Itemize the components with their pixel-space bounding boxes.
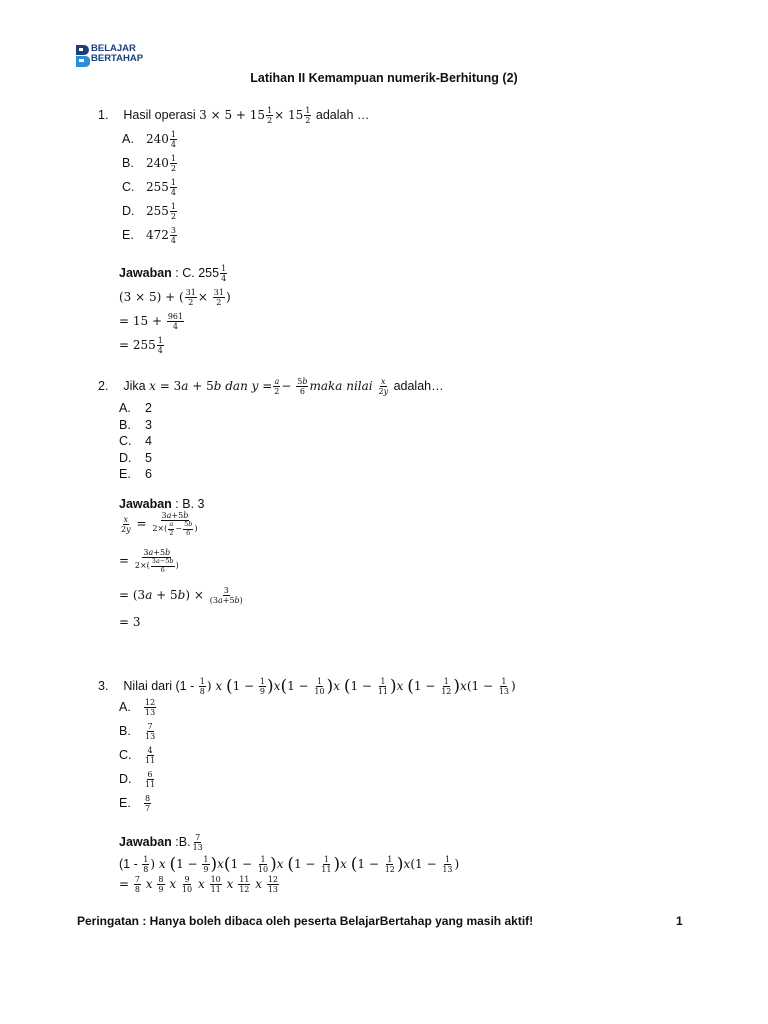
- option-d: D. $\frac{6}{11}$: [119, 770, 156, 789]
- question-2: [98, 377, 444, 396]
- q1-options: [122, 130, 178, 250]
- belajar-bertahap-logo-icon: [74, 44, 90, 68]
- question-text: Nilai dari (1 -: [123, 679, 195, 693]
- page-number: 1: [676, 914, 683, 928]
- question-3: [98, 677, 516, 696]
- q1-answer: [119, 264, 231, 360]
- footer-warning: Peringatan : Hanya boleh dibaca oleh peserta BelajarBertahap yang masih aktif!: [77, 914, 534, 928]
- question-number: 2.: [98, 379, 109, 393]
- logo-wordmark: [91, 44, 143, 64]
- question-text: Hasil operasi: [123, 108, 196, 122]
- solution-step-1: (3 × 5) + ( $\frac{31}{2}$ × $\frac{31}{2}$ ): [119, 288, 231, 307]
- solution-step-3: = (3a + 5b) × $\frac{3}{(3a+5b)}$: [119, 586, 243, 605]
- option-c: C. 255 $\frac{1}{4}$: [122, 178, 176, 197]
- option-b: B. 3: [119, 417, 152, 432]
- q2-options: [119, 400, 152, 483]
- option-d: D. 5: [119, 450, 152, 465]
- option-a: A. 240 $\frac{1}{4}$: [122, 130, 176, 149]
- option-a: A. 2: [119, 401, 152, 415]
- option-e: E. 472 $\frac{3}{4}$: [122, 226, 176, 245]
- option-c: C. $\frac{4}{11}$: [119, 746, 156, 765]
- q2-answer: [119, 497, 245, 629]
- answer-line: Jawaban : B. 3: [119, 497, 205, 511]
- logo-line-1: BELAJAR: [91, 43, 136, 54]
- answer-line: Jawaban : C. 255 $\frac{1}{4}$: [119, 264, 227, 283]
- question-suffix: adalah …: [315, 108, 370, 122]
- question-text: Jika: [123, 379, 146, 393]
- option-b: B. $\frac{7}{13}$: [119, 722, 156, 741]
- answer-line: Jawaban :B. $\frac{7}{13}$: [119, 833, 203, 852]
- page-title: Latihan II Kemampuan numerik-Berhitung (2): [250, 71, 518, 85]
- solution-step-3: = 255 $\frac{1}{4}$: [119, 336, 163, 355]
- solution-step-1: (1 - $\frac{1}{8}$ ) x (1 − $\frac{1}{9}$ )x(1 − $\frac{1}{10}$ )x (1 − $\frac{1}{11}$ )x (1 − $\frac{1}{12}$ )x(1 − $\frac{1}{13}$ ): [119, 854, 460, 875]
- logo-line-2: BERTAHAP: [91, 53, 144, 64]
- question-1: [98, 106, 369, 125]
- solution-step-1: $\frac{x}{2y}$ = 3a+5b 2×( $\frac{a}{2}$ − $\frac{5b}{6}$ ): [121, 511, 198, 537]
- option-e: E. $\frac{8}{7}$: [119, 794, 151, 813]
- option-b: B. 240 $\frac{1}{2}$: [122, 154, 176, 173]
- question-number: 1.: [98, 108, 109, 122]
- option-c: C. 4: [119, 434, 152, 449]
- q1-expression: 3 × 5 + 15 $\frac{1}{2}$ × 15 $\frac{1}{2}$: [199, 106, 311, 125]
- q3-answer: [119, 833, 459, 894]
- q3-options: [119, 698, 157, 818]
- q2-expression: x = 3a + 5b dan y = $\frac{a}{2}$ − $\frac{5b}{6}$ maka nilai $\frac{x}{2y}$: [149, 377, 389, 396]
- option-a: A. $\frac{12}{13}$: [119, 698, 156, 717]
- solution-step-4: = 3: [119, 615, 141, 629]
- question-suffix: adalah…: [393, 379, 444, 393]
- option-e: E. 6: [119, 467, 152, 482]
- question-number: 3.: [98, 679, 109, 693]
- solution-step-2: = 3a+5b 2×( $\frac{3a-5b}{6}$ ): [119, 548, 179, 574]
- solution-step-2: = $\frac{7}{8}$ x $\frac{8}{9}$ x $\frac{9}{10}$ x $\frac{10}{11}$ x $\frac{11}{12}$ x $\frac{12}{13}$: [119, 875, 278, 894]
- q3-expression: $\frac{1}{8}$ ) x (1 − $\frac{1}{9}$ )x(1 − $\frac{1}{10}$ )x (1 − $\frac{1}{11}$ )x (1 − $\frac{1}{12}$ )x(1 − $\frac{1}{13}$ ): [199, 676, 516, 697]
- solution-step-2: = 15 + $\frac{961}{4}$: [119, 312, 184, 331]
- option-d: D. 255 $\frac{1}{2}$: [122, 202, 176, 221]
